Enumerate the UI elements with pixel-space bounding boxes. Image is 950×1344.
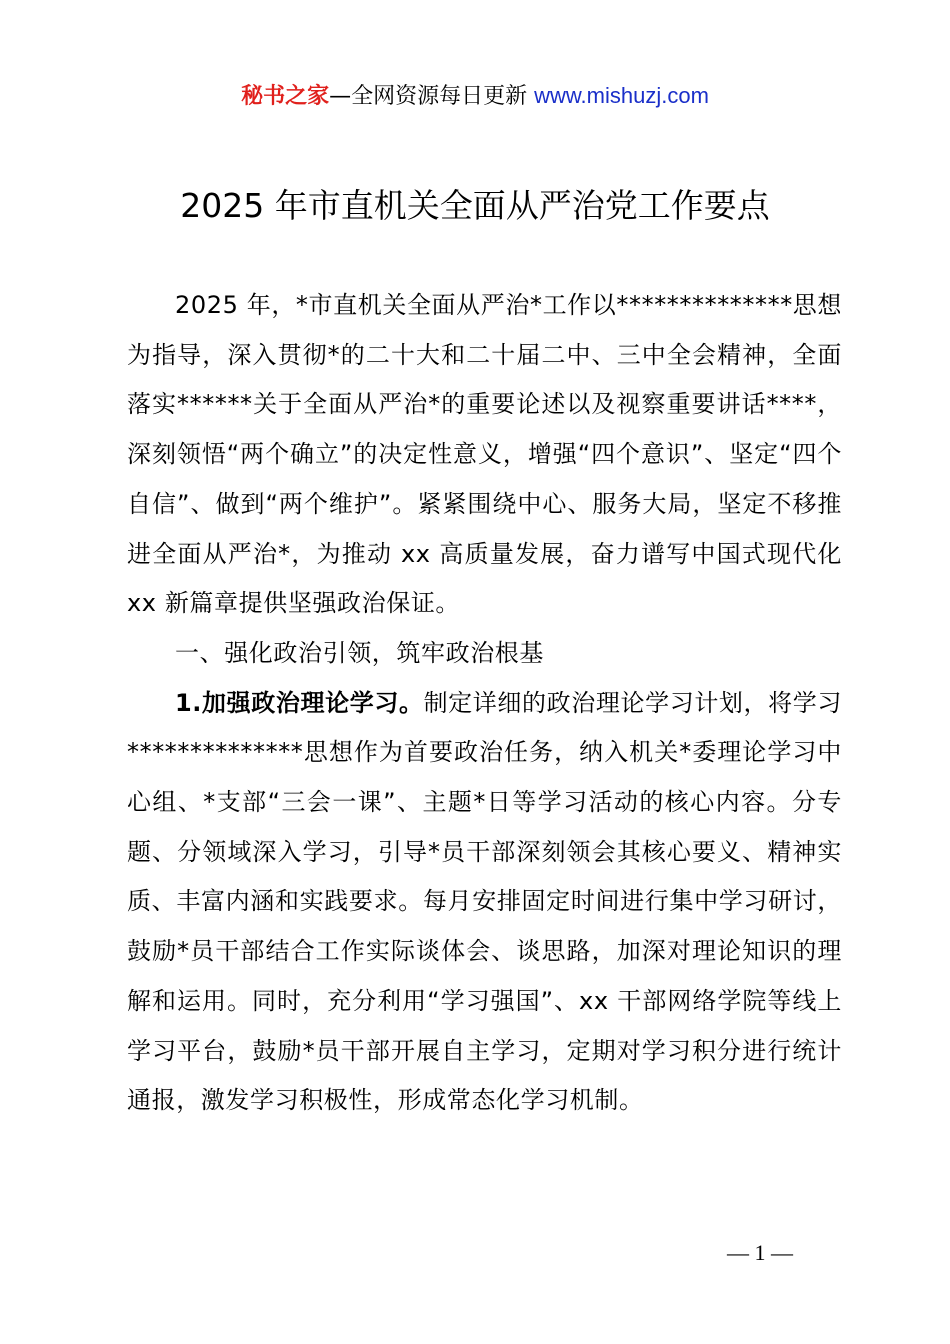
document-body (127, 281, 842, 1126)
brand-name: 秘书之家 (241, 84, 330, 109)
page-number: — 1 — (727, 1240, 793, 1265)
item-lead: 1.加强政治理论学习。 (175, 688, 424, 717)
document-title: 2025 年市直机关全面从严治党工作要点 (180, 186, 770, 225)
site-url-link[interactable]: www.mishuzj.com (534, 83, 709, 108)
section-heading: 一、强化政治引领，筑牢政治根基 (175, 638, 544, 667)
intro-paragraph: 2025 年，*市直机关全面从严治*工作以**************思想为指导，深入贯彻*的二十大和二十届二中、三中全会精神，全面落实******关于全面从严治*的重要论述以及视察重要讲话****，深刻领悟“两个确立”的决定性意义，增强“四个意识”、坚定“四个自信”、做到“两个维护”。紧紧围绕中心、服务大局，坚定不移推进全面从严治*，为推动 xx 高质量发展，奋力谱写中国式现代化 xx 新篇章提供坚强政治保证。 (127, 291, 842, 618)
site-header (0, 80, 950, 113)
item-paragraph (127, 679, 842, 1126)
header-tagline: —全网资源每日更新 (329, 84, 528, 109)
item-body: 制定详细的政治理论学习计划，将学习**************思想作为首要政治任务，纳入机关*委理论学习中心组、*支部“三会一课”、主题*日等学习活动的核心内容。分专题、分领域深入学习，引导*员干部深刻领会其核心要义、精神实质、丰富内涵和实践要求。每月安排固定时间进行集中学习研讨，鼓励*员干部结合工作实际谈体会、谈思路，加深对理论知识的理解和运用。同时，充分利用“学习强国”、xx 干部网络学院等线上学习平台，鼓励*员干部开展自主学习，定期对学习积分进行统计通报，激发学习积极性，形成常态化学习机制。 (127, 688, 842, 1115)
